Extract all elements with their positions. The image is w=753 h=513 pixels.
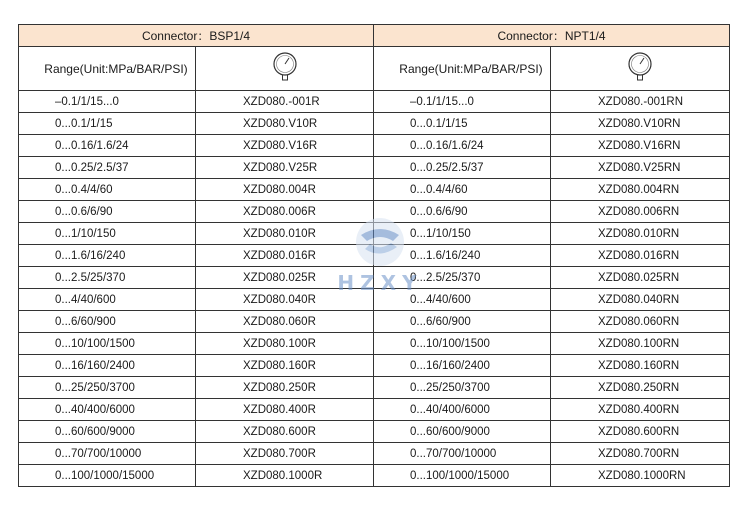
model-cell-npt: XZD080.160RN — [551, 355, 730, 377]
range-cell-npt: 0...16/160/2400 — [374, 355, 551, 377]
model-cell-npt: XZD080.025RN — [551, 267, 730, 289]
range-cell-npt: 0...6/60/900 — [374, 311, 551, 333]
model-cell-npt: XZD080.600RN — [551, 421, 730, 443]
range-cell-npt: 0...0.16/1.6/24 — [374, 135, 551, 157]
range-cell-bsp: 0...70/700/10000 — [19, 443, 196, 465]
range-cell-bsp: 0...6/60/900 — [19, 311, 196, 333]
model-cell-bsp: XZD080.060R — [196, 311, 374, 333]
model-cell-npt: XZD080.V16RN — [551, 135, 730, 157]
model-cell-bsp: XZD080.V16R — [196, 135, 374, 157]
table-row — [19, 311, 730, 333]
range-cell-bsp: 0...40/400/6000 — [19, 399, 196, 421]
gauge-header-right — [551, 47, 730, 91]
model-cell-npt: XZD080.700RN — [551, 443, 730, 465]
table-row — [19, 421, 730, 443]
pressure-gauge-icon — [627, 52, 653, 85]
range-cell-bsp: 0...100/1000/15000 — [19, 465, 196, 487]
range-cell-npt: 0...25/250/3700 — [374, 377, 551, 399]
table-row — [19, 465, 730, 487]
range-cell-npt: 0...100/1000/15000 — [374, 465, 551, 487]
model-cell-bsp: XZD080.V10R — [196, 113, 374, 135]
model-cell-bsp: XZD080.010R — [196, 223, 374, 245]
bsp-connector-header: Connector：BSP1/4 — [19, 25, 374, 47]
model-cell-npt: XZD080.004RN — [551, 179, 730, 201]
model-cell-bsp: XZD080.600R — [196, 421, 374, 443]
gauge-header-left — [196, 47, 374, 91]
table-row — [19, 443, 730, 465]
range-cell-bsp: 0...4/40/600 — [19, 289, 196, 311]
range-cell-bsp: –0.1/1/15...0 — [19, 91, 196, 113]
table-row — [19, 245, 730, 267]
table-row — [19, 223, 730, 245]
table-row — [19, 267, 730, 289]
range-cell-bsp: 0...16/160/2400 — [19, 355, 196, 377]
range-cell-npt: 0...2.5/25/370 — [374, 267, 551, 289]
range-cell-npt: 0...40/400/6000 — [374, 399, 551, 421]
range-cell-npt: 0...10/100/1500 — [374, 333, 551, 355]
subheader-row — [19, 47, 730, 91]
model-cell-bsp: XZD080.016R — [196, 245, 374, 267]
range-cell-bsp: 0...60/600/9000 — [19, 421, 196, 443]
model-cell-bsp: XZD080.100R — [196, 333, 374, 355]
table-row — [19, 377, 730, 399]
range-cell-npt: 0...0.25/2.5/37 — [374, 157, 551, 179]
range-cell-npt: 0...70/700/10000 — [374, 443, 551, 465]
model-cell-bsp: XZD080.700R — [196, 443, 374, 465]
model-cell-bsp: XZD080.006R — [196, 201, 374, 223]
range-cell-npt: 0...60/600/9000 — [374, 421, 551, 443]
model-cell-bsp: XZD080.400R — [196, 399, 374, 421]
model-cell-npt: XZD080.016RN — [551, 245, 730, 267]
model-cell-npt: XZD080.-001RN — [551, 91, 730, 113]
range-cell-bsp: 0...0.25/2.5/37 — [19, 157, 196, 179]
range-cell-bsp: 0...25/250/3700 — [19, 377, 196, 399]
npt-connector-header: Connector：NPT1/4 — [374, 25, 730, 47]
model-cell-npt: XZD080.1000RN — [551, 465, 730, 487]
range-cell-npt: 0...1/10/150 — [374, 223, 551, 245]
table-row — [19, 179, 730, 201]
model-cell-npt: XZD080.060RN — [551, 311, 730, 333]
range-cell-bsp: 0...0.6/6/90 — [19, 201, 196, 223]
table-row — [19, 135, 730, 157]
product-table — [18, 24, 730, 487]
model-cell-bsp: XZD080.250R — [196, 377, 374, 399]
range-cell-npt: –0.1/1/15...0 — [374, 91, 551, 113]
range-cell-bsp: 0...1/10/150 — [19, 223, 196, 245]
table-row — [19, 289, 730, 311]
range-header-right: Range(Unit:MPa/BAR/PSI) — [374, 47, 551, 91]
range-cell-npt: 0...0.4/4/60 — [374, 179, 551, 201]
model-cell-npt: XZD080.400RN — [551, 399, 730, 421]
table-row — [19, 157, 730, 179]
range-cell-bsp: 0...10/100/1500 — [19, 333, 196, 355]
model-cell-npt: XZD080.250RN — [551, 377, 730, 399]
table-row — [19, 113, 730, 135]
model-cell-npt: XZD080.010RN — [551, 223, 730, 245]
watermark-text: HZXY — [337, 271, 423, 295]
model-cell-bsp: XZD080.160R — [196, 355, 374, 377]
table-row — [19, 333, 730, 355]
range-header-left: Range(Unit:MPa/BAR/PSI) — [19, 47, 196, 91]
model-cell-npt: XZD080.040RN — [551, 289, 730, 311]
connector-header-row — [19, 25, 730, 47]
model-cell-bsp: XZD080.040R — [196, 289, 374, 311]
model-cell-bsp: XZD080.-001R — [196, 91, 374, 113]
model-cell-npt: XZD080.100RN — [551, 333, 730, 355]
table-row — [19, 399, 730, 421]
product-table-container — [18, 24, 729, 487]
model-cell-bsp: XZD080.004R — [196, 179, 374, 201]
model-cell-npt: XZD080.V10RN — [551, 113, 730, 135]
model-cell-npt: XZD080.V25RN — [551, 157, 730, 179]
model-cell-npt: XZD080.006RN — [551, 201, 730, 223]
range-cell-npt: 0...4/40/600 — [374, 289, 551, 311]
range-cell-bsp: 0...0.16/1.6/24 — [19, 135, 196, 157]
range-cell-npt: 0...1.6/16/240 — [374, 245, 551, 267]
range-cell-npt: 0...0.6/6/90 — [374, 201, 551, 223]
range-cell-bsp: 0...1.6/16/240 — [19, 245, 196, 267]
pressure-gauge-icon — [272, 52, 298, 85]
table-row — [19, 355, 730, 377]
range-cell-npt: 0...0.1/1/15 — [374, 113, 551, 135]
model-cell-bsp: XZD080.V25R — [196, 157, 374, 179]
table-row — [19, 201, 730, 223]
model-cell-bsp: XZD080.025R — [196, 267, 374, 289]
model-cell-bsp: XZD080.1000R — [196, 465, 374, 487]
table-row — [19, 91, 730, 113]
range-cell-bsp: 0...2.5/25/370 — [19, 267, 196, 289]
range-cell-bsp: 0...0.4/4/60 — [19, 179, 196, 201]
range-cell-bsp: 0...0.1/1/15 — [19, 113, 196, 135]
